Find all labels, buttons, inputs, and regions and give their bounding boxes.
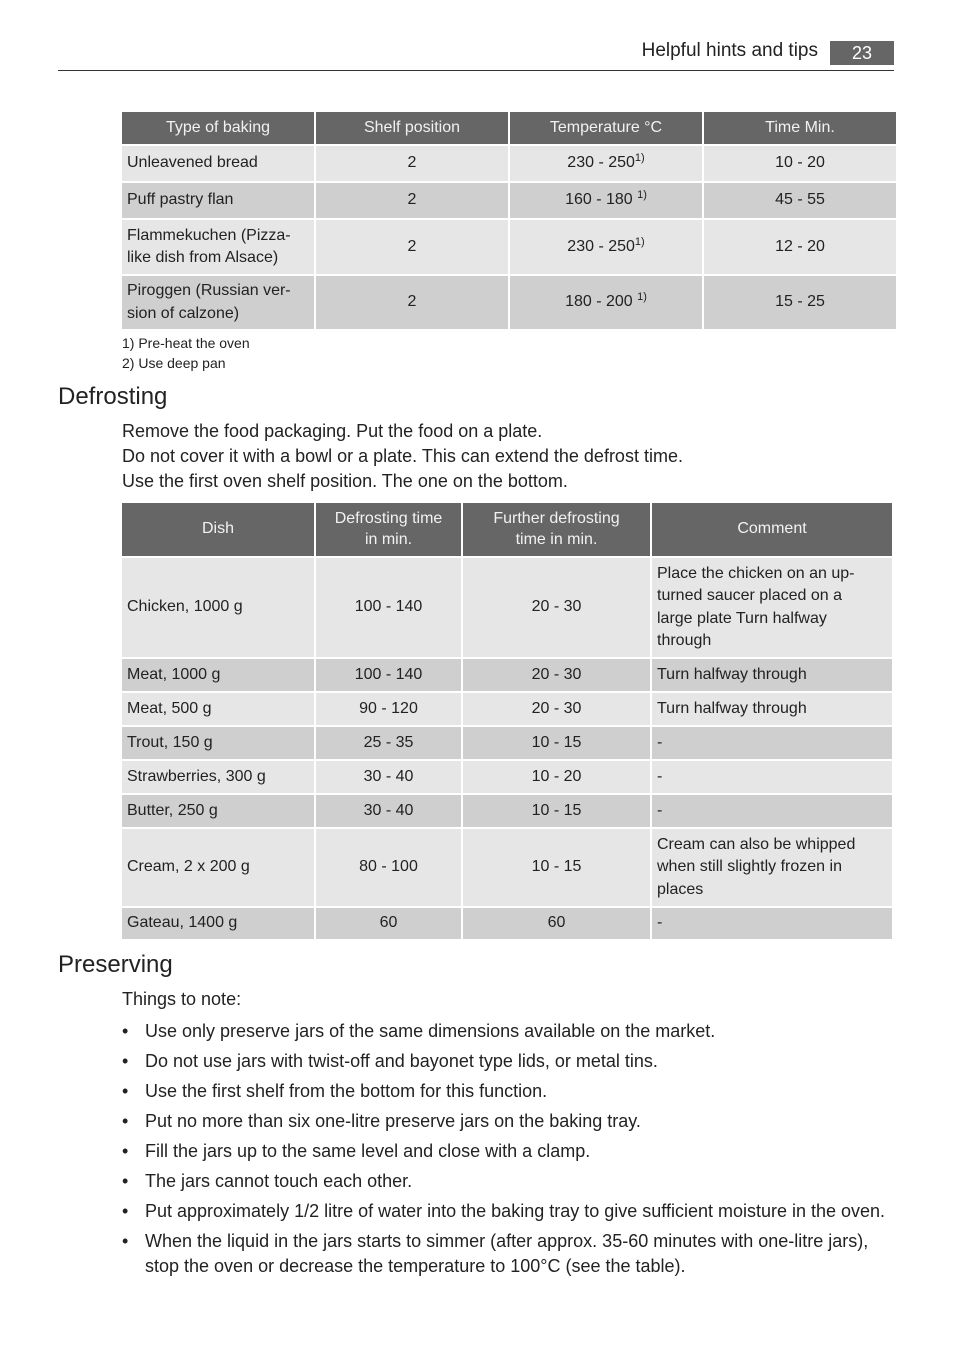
table-row <box>122 558 892 657</box>
temp-value: 160 - 180 <box>565 191 638 209</box>
cell-further-time: 10 - 15 <box>463 795 650 827</box>
defrosting-table <box>120 501 894 941</box>
cell-dish: Chicken, 1000 g <box>122 558 314 657</box>
instruction-line: Remove the food packaging. Put the food on a plate. <box>122 421 543 441</box>
baking-table <box>120 110 898 331</box>
table-row <box>122 693 892 725</box>
comment-line: Place the chicken on an up- <box>657 565 855 583</box>
list-item <box>122 1199 894 1224</box>
list-item <box>122 1079 894 1104</box>
table-header-row <box>122 503 892 556</box>
cell-defrost-time: 60 <box>316 908 461 939</box>
instruction-line: Use the first oven shelf position. The one on the bottom. <box>122 471 568 491</box>
cell-temperature <box>510 276 702 329</box>
list-item-text: Do not use jars with twist-off and bayonet type lids, or metal tins. <box>145 1051 658 1071</box>
column-header: Temperature °C <box>510 112 702 144</box>
type-line: Flammekuchen (Pizza- <box>127 226 291 244</box>
cell-dish: Meat, 1000 g <box>122 659 314 691</box>
cell-dish: Cream, 2 x 200 g <box>122 829 314 906</box>
bullet-glyph: • <box>122 1051 129 1071</box>
bullet-glyph: • <box>122 1201 129 1221</box>
bullet-glyph: • <box>122 1141 129 1161</box>
cell-further-time: 10 - 20 <box>463 761 650 793</box>
list-item-text: Use only preserve jars of the same dimensions available on the market. <box>145 1021 716 1041</box>
comment-line: Cream can also be whipped <box>657 836 856 854</box>
cell-dish: Trout, 150 g <box>122 727 314 759</box>
things-to-note-label: Things to note: <box>122 989 242 1009</box>
column-header: Shelf position <box>316 112 508 144</box>
cell-defrost-time: 30 - 40 <box>316 761 461 793</box>
footnote: 2) Use deep pan <box>122 355 226 371</box>
header-title: Helpful hints and tips <box>641 40 818 61</box>
type-line: sion of calzone) <box>127 304 240 322</box>
header-line: Defrosting time <box>334 509 443 527</box>
bullet-glyph: • <box>122 1231 129 1251</box>
cell-type <box>122 220 314 274</box>
cell-time: 10 - 20 <box>704 146 896 181</box>
page-header <box>58 38 894 71</box>
column-header <box>463 503 650 556</box>
cell-dish: Gateau, 1400 g <box>122 908 314 939</box>
column-header: Type of baking <box>122 112 314 144</box>
cell-further-time: 60 <box>463 908 650 939</box>
cell-temperature <box>510 220 702 274</box>
section-title-preserving: Preserving <box>58 951 173 978</box>
cell-further-time: 20 - 30 <box>463 558 650 657</box>
table-row <box>122 761 892 793</box>
comment-line: when still slightly frozen in <box>657 858 842 876</box>
cell-comment: - <box>652 761 892 793</box>
footnote-ref: 1) <box>637 291 647 304</box>
cell-defrost-time: 80 - 100 <box>316 829 461 906</box>
cell-further-time: 10 - 15 <box>463 727 650 759</box>
list-item <box>122 1049 894 1074</box>
cell-comment: - <box>652 727 892 759</box>
column-header <box>316 503 461 556</box>
temp-value: 230 - 250 <box>567 154 635 172</box>
cell-defrost-time: 90 - 120 <box>316 693 461 725</box>
table-row <box>122 908 892 939</box>
table-row <box>122 659 892 691</box>
bullet-glyph: • <box>122 1021 129 1041</box>
cell-further-time: 20 - 30 <box>463 693 650 725</box>
type-line: Piroggen (Russian ver- <box>127 282 291 300</box>
cell-further-time: 10 - 15 <box>463 829 650 906</box>
cell-defrost-time: 25 - 35 <box>316 727 461 759</box>
cell-temperature <box>510 146 702 181</box>
cell-comment: - <box>652 795 892 827</box>
cell-type <box>122 276 314 329</box>
bullet-glyph: • <box>122 1111 129 1131</box>
list-item <box>122 1169 894 1194</box>
table-row <box>122 276 896 329</box>
header-line: in min. <box>364 530 413 548</box>
table-row <box>122 183 896 218</box>
list-item-text: When the liquid in the jars starts to simmer (after approx. 35-60 minutes with one-litre jars), stop the oven or decrease the temperature to 100°C (see the table). <box>145 1231 869 1276</box>
cell-type: Puff pastry flan <box>122 183 314 218</box>
cell-comment: - <box>652 908 892 939</box>
cell-shelf: 2 <box>316 146 508 181</box>
list-item-text: Fill the jars up to the same level and close with a clamp. <box>145 1141 591 1161</box>
temp-value: 230 - 250 <box>567 237 635 255</box>
cell-shelf: 2 <box>316 276 508 329</box>
cell-defrost-time: 100 - 140 <box>316 659 461 691</box>
list-item <box>122 1109 894 1134</box>
footnote-ref: 1) <box>637 189 647 202</box>
cell-temperature <box>510 183 702 218</box>
table-row <box>122 829 892 906</box>
preserving-bullet-list <box>122 1019 894 1284</box>
section-title-defrosting: Defrosting <box>58 383 168 410</box>
cell-defrost-time: 30 - 40 <box>316 795 461 827</box>
bullet-glyph: • <box>122 1171 129 1191</box>
cell-comment <box>652 829 892 906</box>
comment-line: places <box>657 880 704 898</box>
column-header: Comment <box>652 503 892 556</box>
cell-comment: Turn halfway through <box>652 693 892 725</box>
table-row <box>122 146 896 181</box>
cell-dish: Butter, 250 g <box>122 795 314 827</box>
cell-dish: Strawberries, 300 g <box>122 761 314 793</box>
cell-shelf: 2 <box>316 220 508 274</box>
list-item-text: Use the first shelf from the bottom for this function. <box>145 1081 548 1101</box>
cell-dish: Meat, 500 g <box>122 693 314 725</box>
page-number: 23 <box>830 41 894 65</box>
column-header: Time Min. <box>704 112 896 144</box>
type-line: like dish from Alsace) <box>127 249 279 266</box>
cell-comment <box>652 558 892 657</box>
footnote-ref: 1) <box>634 152 645 165</box>
list-item <box>122 1019 894 1044</box>
table-header-row <box>122 112 896 144</box>
comment-line: turned saucer placed on a <box>657 587 843 605</box>
comment-line: through <box>657 631 712 649</box>
temp-value: 180 - 200 <box>565 293 638 311</box>
table-footnotes <box>122 333 250 373</box>
list-item-text: The jars cannot touch each other. <box>145 1171 413 1191</box>
instruction-line: Do not cover it with a bowl or a plate. This can extend the defrost time. <box>122 446 683 466</box>
cell-shelf: 2 <box>316 183 508 218</box>
comment-line: large plate Turn halfway <box>657 609 827 627</box>
cell-type: Unleavened bread <box>122 146 314 181</box>
column-header: Dish <box>122 503 314 556</box>
cell-time: 15 - 25 <box>704 276 896 329</box>
defrosting-instructions <box>122 419 894 494</box>
cell-further-time: 20 - 30 <box>463 659 650 691</box>
table-row <box>122 220 896 274</box>
list-item-text: Put approximately 1/2 litre of water into the baking tray to give sufficient moisture in the oven. <box>145 1201 886 1221</box>
header-line: Further defrosting <box>493 509 620 527</box>
cell-comment: Turn halfway through <box>652 659 892 691</box>
list-item <box>122 1139 894 1164</box>
table-row <box>122 727 892 759</box>
list-item <box>122 1229 894 1279</box>
footnote: 1) Pre-heat the oven <box>122 335 250 351</box>
table-row <box>122 795 892 827</box>
bullet-glyph: • <box>122 1081 129 1101</box>
cell-time: 12 - 20 <box>704 220 896 274</box>
footnote-ref: 1) <box>634 235 645 248</box>
cell-time: 45 - 55 <box>704 183 896 218</box>
cell-defrost-time: 100 - 140 <box>316 558 461 657</box>
list-item-text: Put no more than six one-litre preserve jars on the baking tray. <box>145 1111 641 1131</box>
header-line: time in min. <box>515 530 598 548</box>
